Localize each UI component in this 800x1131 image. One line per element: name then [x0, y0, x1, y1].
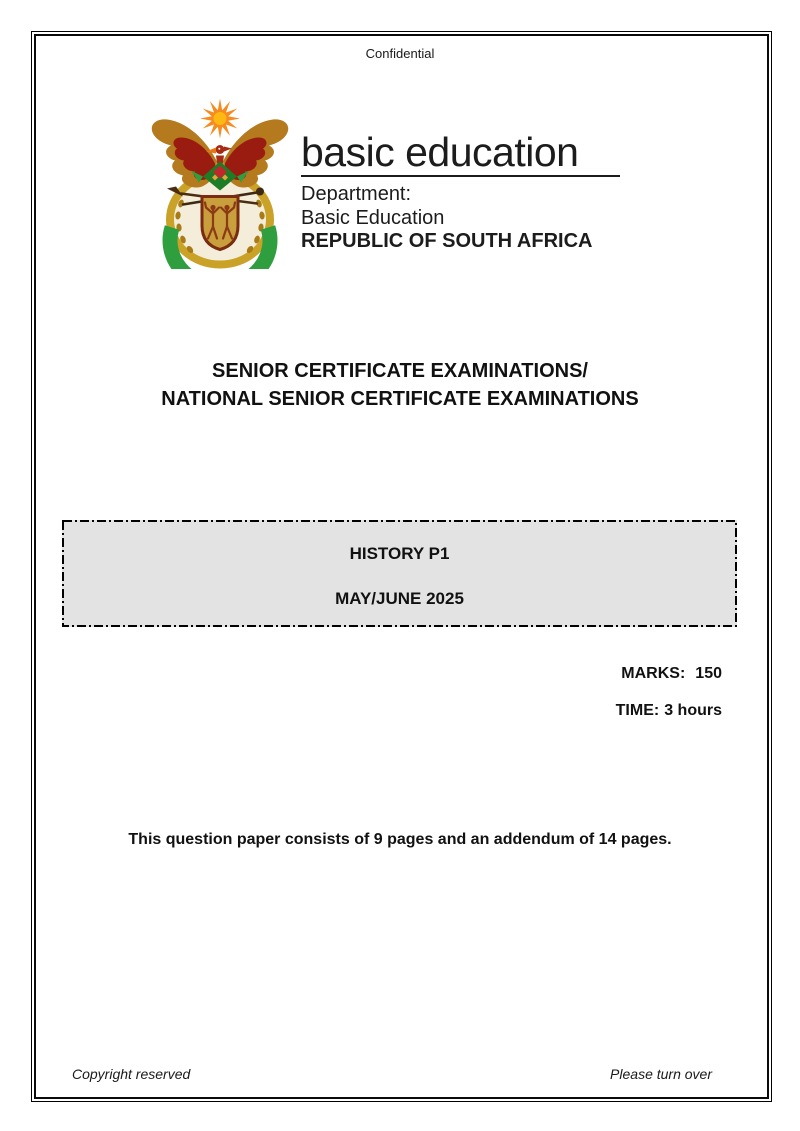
wordmark: basic education	[301, 129, 579, 175]
turn-over-notice: Please turn over	[610, 1066, 712, 1082]
exam-title-line1: SENIOR CERTIFICATE EXAMINATIONS/	[212, 360, 588, 382]
time-value: 3 hours	[664, 702, 722, 719]
marks-label: MARKS:	[621, 665, 686, 682]
exam-session: MAY/JUNE 2025	[335, 589, 464, 608]
time-row	[616, 702, 722, 720]
confidential-label: Confidential	[365, 46, 435, 61]
coat-of-arms-logo	[145, 96, 295, 269]
wordmark-underline	[301, 175, 620, 177]
copyright-notice: Copyright reserved	[72, 1066, 191, 1082]
department-block	[301, 183, 592, 254]
sun-icon	[200, 99, 240, 139]
shield-icon	[202, 197, 238, 250]
page-count-note: This question paper consists of 9 pages and an addendum of 14 pages.	[128, 831, 672, 848]
department-label: Department:	[301, 183, 412, 205]
exam-title	[0, 357, 800, 413]
exam-title-line2: NATIONAL SENIOR CERTIFICATE EXAMINATIONS	[161, 388, 639, 410]
country-name: REPUBLIC OF SOUTH AFRICA	[301, 230, 593, 252]
subject-title: HISTORY P1	[349, 544, 450, 563]
marks-row	[621, 665, 722, 683]
exam-box	[62, 520, 737, 627]
time-label: TIME:	[615, 702, 660, 719]
department-name: Basic Education	[301, 206, 445, 229]
marks-value: 150	[695, 665, 722, 682]
